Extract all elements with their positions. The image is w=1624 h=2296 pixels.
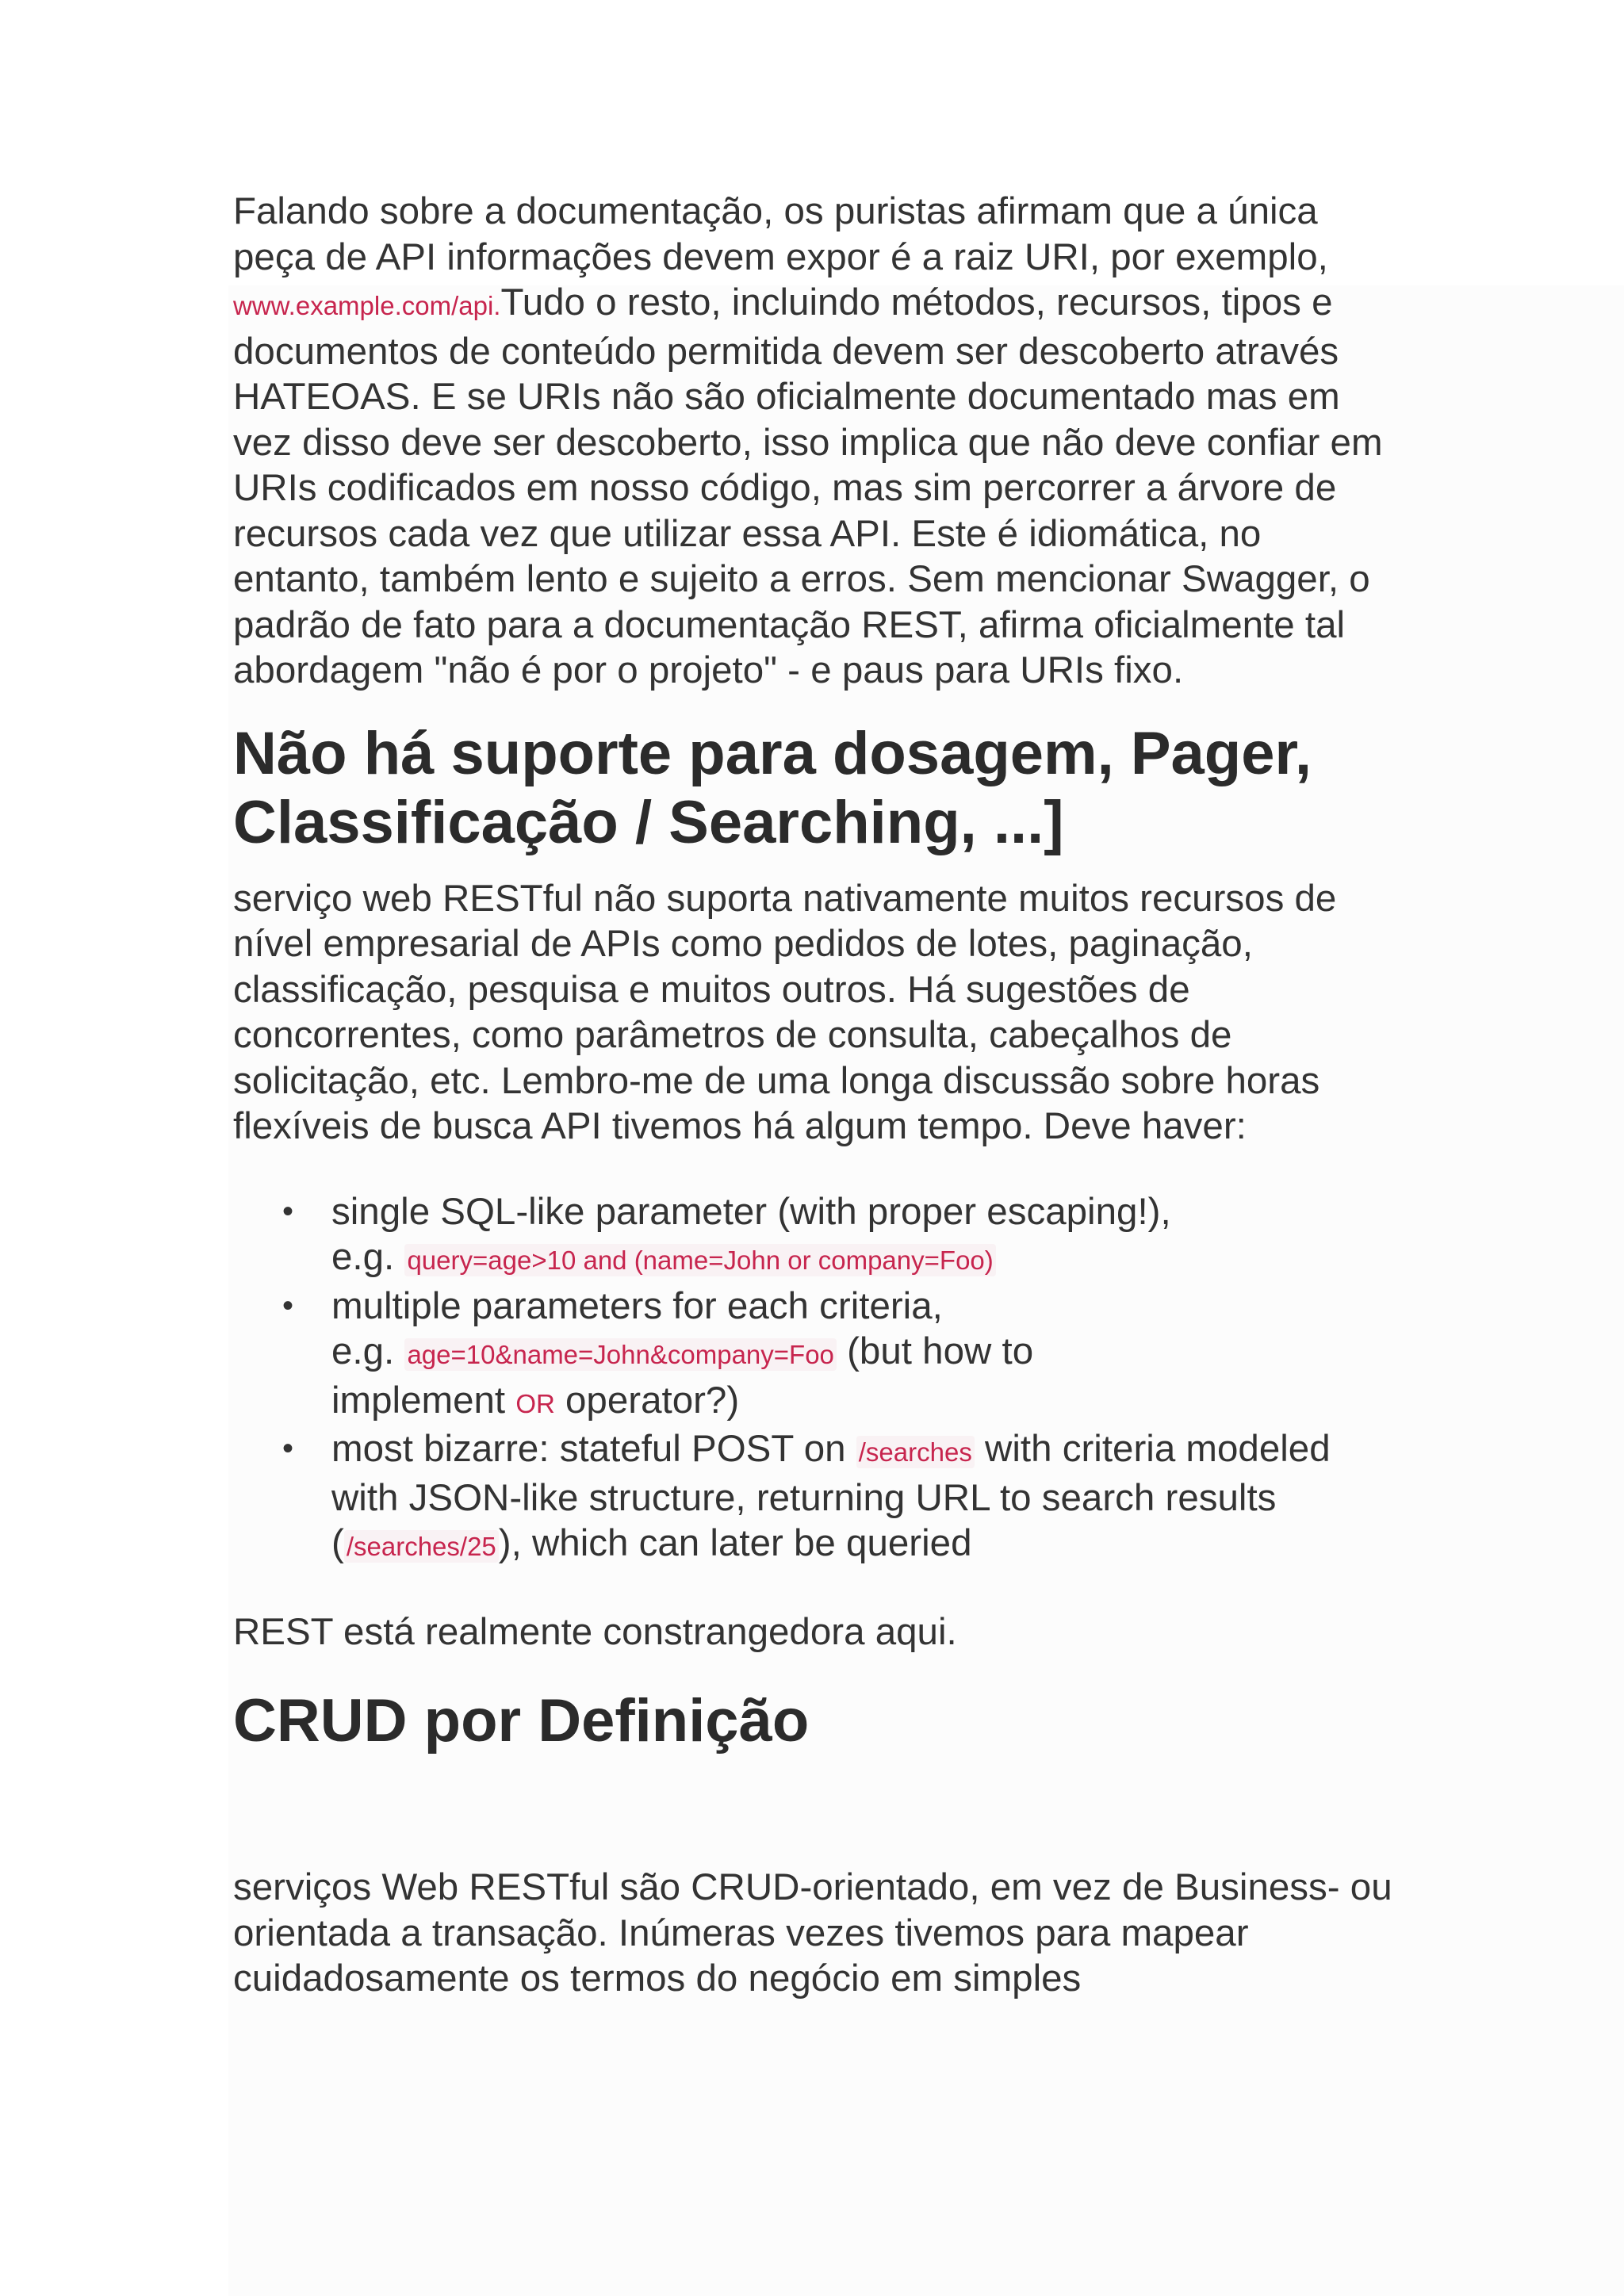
intro-paragraph xyxy=(233,189,1407,694)
list-item-text: multiple parameters for each criteria, xyxy=(331,1284,943,1327)
section-heading-line2: Classificação / Searching, ...] xyxy=(233,788,1064,856)
inline-code: age=10&name=John&company=Foo xyxy=(404,1338,836,1371)
crud-paragraph: serviços Web RESTful são CRUD-orientado, em vez de Business- ou orientada a transação. Inúmeras vezes tivemos para mapear cuidadosamente os termos do negócio em simples xyxy=(233,1866,1392,1999)
list-item-text: with criteria modeled with JSON-like structure, returning URL to search results ( xyxy=(331,1428,1331,1564)
bullet-icon: • xyxy=(282,1431,294,1466)
batching-closing-paragraph: REST está realmente constrangedora aqui. xyxy=(233,1610,957,1653)
list-item-eg: e.g. xyxy=(331,1330,405,1372)
list-item xyxy=(282,1189,1407,1284)
section-heading-line1: Não há suporte para dosagem, Pager, xyxy=(233,719,1312,787)
root-uri-code: www.example.com/api. xyxy=(233,291,501,320)
list-item-text: operator?) xyxy=(554,1379,740,1422)
intro-text-after: Tudo o resto, incluindo métodos, recursos, tipos e documentos de conteúdo permitida devem ser descoberto através HATEOAS. E se URIs não são oficialmente documentado mas em vez disso deve ser descoberto, isso implica que não deve confiar em URIs codificados em nosso código, mas sim percorrer a árvore de recursos cada vez que utilizar essa API. Este é idiomática, no entanto, também lento e sujeito a erros. Sem mencionar Swagger, o padrão de fato para a documentação REST, afirma oficialmente tal abordagem "não é por o projeto" - e paus para URIs fixo. xyxy=(233,281,1383,691)
list-item-eg: e.g. xyxy=(331,1236,405,1278)
inline-code: /searches/25 xyxy=(344,1530,499,1563)
document-content xyxy=(233,189,1407,2002)
list-item xyxy=(282,1426,1407,1570)
section-heading-crud: CRUD por Definição xyxy=(233,1687,810,1755)
search-options-list xyxy=(233,1189,1407,1570)
bullet-icon: • xyxy=(282,1193,294,1229)
inline-code: /searches xyxy=(856,1436,975,1468)
section-heading-batching xyxy=(233,719,1407,857)
list-item xyxy=(282,1284,1407,1427)
inline-code-or: OR xyxy=(515,1388,555,1418)
list-item-text: ), which can later be queried xyxy=(498,1522,972,1564)
inline-code: query=age>10 and (name=John or company=Foo) xyxy=(404,1244,995,1276)
list-item-text: single SQL-like parameter (with proper escaping!), xyxy=(331,1190,1171,1233)
list-item-text: (but how to xyxy=(836,1330,1034,1372)
intro-text-before: Falando sobre a documentação, os puristas afirmam que a única peça de API informações devem expor é a raiz URI, por exemplo, xyxy=(233,190,1328,278)
batching-paragraph: serviço web RESTful não suporta nativamente muitos recursos de nível empresarial de APIs como pedidos de lotes, paginação, classificação, pesquisa e muitos outros. Há sugestões de concorrentes, como parâmetros de consulta, cabeçalhos de solicitação, etc. Lembro-me de uma longa discussão sobre horas flexíveis de busca API tivemos há algum tempo. Deve haver: xyxy=(233,877,1337,1147)
list-item-text: implement xyxy=(331,1379,516,1422)
bullet-icon: • xyxy=(282,1288,294,1323)
list-item-text: most bizarre: stateful POST on xyxy=(331,1428,856,1470)
